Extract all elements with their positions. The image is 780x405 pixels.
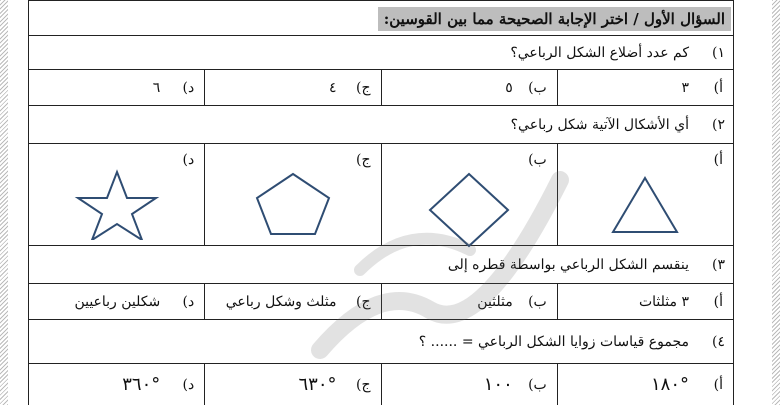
choice-label: ب) — [528, 152, 547, 168]
title-row — [28, 0, 734, 36]
question-number: ٤) — [712, 333, 725, 350]
choices-row-4 — [28, 364, 734, 405]
choice-a[interactable] — [557, 364, 733, 405]
choice-d[interactable] — [29, 70, 204, 105]
choice-label: ج) — [356, 376, 371, 393]
question-number: ١) — [712, 44, 725, 61]
choice-value: ٤ — [328, 79, 337, 96]
choices-row-2 — [28, 144, 734, 246]
choice-label: أ) — [713, 376, 723, 393]
choice-c[interactable] — [204, 364, 380, 405]
choice-value: مثلثين — [477, 293, 513, 310]
choice-c[interactable] — [204, 144, 380, 245]
pentagon-icon — [251, 168, 335, 238]
triangle-icon — [605, 168, 685, 238]
choice-label: ج) — [356, 152, 371, 168]
choice-value: ١٠٠ — [483, 374, 513, 395]
exam-sheet — [28, 0, 734, 405]
question-row-3 — [28, 246, 734, 284]
choice-d[interactable] — [29, 364, 204, 405]
question-row-1 — [28, 36, 734, 70]
question-row-2 — [28, 106, 734, 144]
choice-label: د) — [182, 152, 195, 168]
question-text: كم عدد أضلاع الشكل الرباعي؟ — [510, 44, 689, 61]
choice-value: مثلث وشكل رباعي — [225, 293, 337, 310]
choice-label: أ) — [713, 79, 723, 96]
choice-a[interactable] — [557, 144, 733, 245]
choice-value: ٦ — [152, 79, 161, 96]
choice-value: شكلين رباعيين — [74, 293, 161, 310]
choice-label: أ) — [713, 293, 723, 310]
choice-b[interactable] — [381, 284, 557, 319]
question-number: ٢) — [712, 116, 725, 133]
choice-c[interactable] — [204, 284, 380, 319]
choice-label: ب) — [528, 376, 547, 393]
choice-c[interactable] — [204, 70, 380, 105]
star-icon — [72, 168, 162, 240]
choice-label: ج) — [356, 79, 371, 96]
choice-value: °٦٣٠ — [298, 374, 337, 395]
choice-label: د) — [182, 293, 195, 310]
choice-value: °١٨٠ — [650, 374, 689, 395]
page-border-right — [772, 0, 780, 405]
choices-row-1 — [28, 70, 734, 106]
choice-value: ٥ — [505, 79, 513, 96]
question-number: ٣) — [712, 256, 725, 273]
choice-b[interactable] — [381, 364, 557, 405]
choice-d[interactable] — [29, 284, 204, 319]
choice-label: ب) — [528, 79, 547, 96]
question-row-4 — [28, 320, 734, 364]
question-text: ينقسم الشكل الرباعي بواسطة قطره إلى — [447, 256, 689, 273]
question-title: السؤال الأول / اختر الإجابة الصحيحة مما بين القوسين: — [378, 7, 731, 31]
choice-a[interactable] — [557, 70, 733, 105]
choice-value: ٣ — [681, 79, 689, 96]
choice-label: أ) — [713, 152, 723, 168]
choice-label: د) — [182, 376, 195, 393]
choice-value: ٣ مثلثات — [638, 293, 689, 310]
diamond-icon — [424, 168, 514, 248]
page-border-left — [0, 0, 8, 405]
question-text: أي الأشكال الآتية شكل رباعي؟ — [510, 116, 689, 133]
question-text: مجموع قياسات زوايا الشكل الرباعي = ...... ؟ — [418, 333, 689, 350]
choice-b[interactable] — [381, 144, 557, 245]
choices-row-3 — [28, 284, 734, 320]
choice-a[interactable] — [557, 284, 733, 319]
choice-label: ج) — [356, 293, 371, 310]
choice-label: د) — [182, 79, 195, 96]
choice-b[interactable] — [381, 70, 557, 105]
choice-label: ب) — [528, 293, 547, 310]
choice-d[interactable] — [29, 144, 204, 245]
choice-value: °٣٦٠ — [122, 374, 161, 395]
